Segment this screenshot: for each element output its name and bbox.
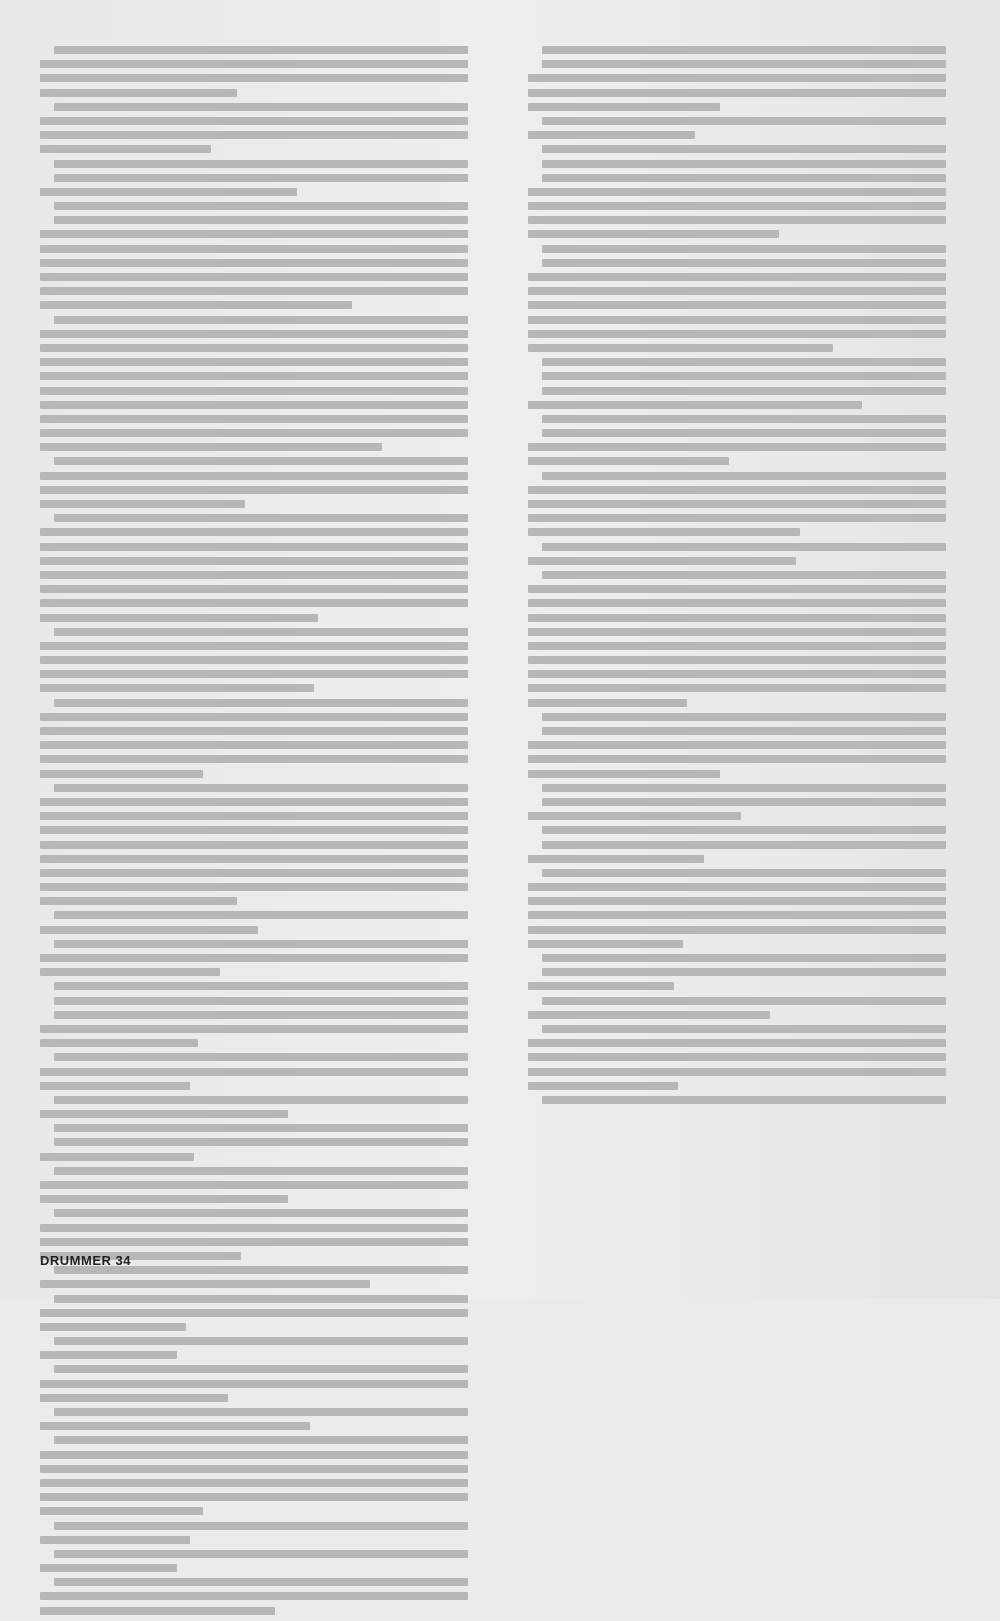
redacted-text-line xyxy=(528,656,946,664)
redacted-text-line xyxy=(40,968,220,976)
redacted-text-line xyxy=(54,982,468,990)
redacted-text-line xyxy=(40,145,211,153)
redacted-text-line xyxy=(40,372,468,380)
redacted-text-line xyxy=(528,74,946,82)
redacted-text-line xyxy=(40,117,468,125)
redacted-text-line xyxy=(542,826,946,834)
redacted-paragraph xyxy=(528,358,946,366)
redacted-text-line xyxy=(40,60,468,68)
redacted-paragraph xyxy=(528,46,946,54)
redacted-text-line xyxy=(528,940,683,948)
redacted-text-line xyxy=(40,1607,275,1615)
redacted-text-line xyxy=(40,344,468,352)
redacted-text-line xyxy=(40,1592,468,1600)
redacted-paragraph xyxy=(40,1365,468,1401)
redacted-paragraph xyxy=(40,174,468,196)
redacted-paragraph xyxy=(40,1550,468,1572)
redacted-text-line xyxy=(40,358,468,366)
redacted-text-line xyxy=(54,1167,468,1175)
redacted-text-line xyxy=(528,1053,946,1061)
redacted-text-line xyxy=(40,656,468,664)
redacted-text-line xyxy=(40,543,468,551)
redacted-text-line xyxy=(528,401,862,409)
redacted-text-line xyxy=(542,713,946,721)
redacted-text-line xyxy=(54,628,468,636)
redacted-paragraph xyxy=(40,982,468,990)
left-text-column xyxy=(40,46,468,1621)
redacted-paragraph xyxy=(528,174,946,239)
redacted-text-line xyxy=(54,514,468,522)
redacted-text-line xyxy=(40,897,237,905)
redacted-text-line xyxy=(40,571,468,579)
redacted-paragraph xyxy=(40,1578,468,1614)
redacted-text-line xyxy=(54,1337,468,1345)
redacted-text-line xyxy=(40,1394,228,1402)
redacted-text-line xyxy=(40,1507,203,1515)
redacted-paragraph xyxy=(40,1138,468,1160)
redacted-text-line xyxy=(542,245,946,253)
redacted-paragraph xyxy=(528,429,946,465)
redacted-paragraph xyxy=(40,911,468,933)
redacted-text-line xyxy=(542,174,946,182)
redacted-text-line xyxy=(528,585,946,593)
redacted-paragraph xyxy=(528,968,946,990)
redacted-text-line xyxy=(528,812,741,820)
redacted-paragraph xyxy=(528,543,946,565)
redacted-text-line xyxy=(40,131,468,139)
redacted-text-line xyxy=(40,1536,190,1544)
redacted-text-line xyxy=(542,968,946,976)
redacted-text-line xyxy=(528,287,946,295)
redacted-text-line xyxy=(40,188,297,196)
redacted-text-line xyxy=(528,1068,946,1076)
page-number: 34 xyxy=(115,1253,131,1268)
redacted-text-line xyxy=(40,1564,177,1572)
redacted-text-line xyxy=(528,855,704,863)
redacted-paragraph xyxy=(40,1337,468,1359)
redacted-text-line xyxy=(54,160,468,168)
redacted-text-line xyxy=(542,472,946,480)
redacted-text-line xyxy=(528,344,833,352)
redacted-paragraph xyxy=(40,216,468,309)
redacted-text-line xyxy=(40,798,468,806)
redacted-text-line xyxy=(528,741,946,749)
redacted-text-line xyxy=(40,1451,468,1459)
redacted-text-line xyxy=(54,1578,468,1586)
redacted-text-line xyxy=(54,997,468,1005)
redacted-paragraph xyxy=(528,372,946,380)
redacted-paragraph xyxy=(528,954,946,962)
redacted-text-line xyxy=(542,117,946,125)
redacted-paragraph xyxy=(40,46,468,97)
redacted-text-line xyxy=(40,585,468,593)
redacted-text-line xyxy=(54,911,468,919)
redacted-text-line xyxy=(40,1479,468,1487)
redacted-text-line xyxy=(40,1309,468,1317)
redacted-paragraph xyxy=(40,1266,468,1288)
redacted-text-line xyxy=(40,230,468,238)
redacted-text-line xyxy=(40,1493,468,1501)
redacted-text-line xyxy=(54,457,468,465)
redacted-text-line xyxy=(40,301,352,309)
redacted-paragraph xyxy=(528,1096,946,1104)
redacted-text-line xyxy=(40,1039,198,1047)
redacted-text-line xyxy=(528,1039,946,1047)
redacted-text-line xyxy=(40,1082,190,1090)
redacted-paragraph xyxy=(528,571,946,707)
redacted-paragraph xyxy=(40,784,468,906)
redacted-text-line xyxy=(528,514,946,522)
redacted-text-line xyxy=(528,628,946,636)
redacted-text-line xyxy=(542,60,946,68)
redacted-paragraph xyxy=(528,145,946,153)
redacted-paragraph xyxy=(40,699,468,778)
redacted-text-line xyxy=(54,46,468,54)
redacted-text-line xyxy=(40,89,237,97)
redacted-text-line xyxy=(528,230,779,238)
redacted-text-line xyxy=(528,926,946,934)
redacted-paragraph xyxy=(40,997,468,1005)
redacted-text-line xyxy=(54,174,468,182)
redacted-paragraph xyxy=(40,514,468,621)
redacted-text-line xyxy=(54,1436,468,1444)
redacted-text-line xyxy=(542,727,946,735)
redacted-text-line xyxy=(528,614,946,622)
redacted-text-line xyxy=(40,1195,288,1203)
redacted-text-line xyxy=(528,301,946,309)
redacted-text-line xyxy=(528,131,695,139)
redacted-text-line xyxy=(54,1522,468,1530)
redacted-text-line xyxy=(54,784,468,792)
redacted-text-line xyxy=(40,387,468,395)
redacted-text-line xyxy=(542,1096,946,1104)
redacted-text-line xyxy=(40,670,468,678)
redacted-text-line xyxy=(40,755,468,763)
redacted-text-line xyxy=(40,770,203,778)
redacted-paragraph xyxy=(528,387,946,409)
redacted-text-line xyxy=(542,798,946,806)
redacted-text-line xyxy=(542,160,946,168)
redacted-text-line xyxy=(54,1209,468,1217)
redacted-text-line xyxy=(40,74,468,82)
redacted-text-line xyxy=(40,500,245,508)
redacted-text-line xyxy=(542,954,946,962)
redacted-paragraph xyxy=(528,727,946,778)
redacted-text-line xyxy=(40,855,468,863)
redacted-text-line xyxy=(542,372,946,380)
redacted-text-line xyxy=(40,528,468,536)
redacted-text-line xyxy=(542,358,946,366)
redacted-text-line xyxy=(542,1025,946,1033)
redacted-paragraph xyxy=(528,60,946,111)
redacted-text-line xyxy=(542,869,946,877)
redacted-paragraph xyxy=(528,997,946,1019)
redacted-text-line xyxy=(40,1068,468,1076)
redacted-text-line xyxy=(542,387,946,395)
redacted-text-line xyxy=(528,443,946,451)
redacted-text-line xyxy=(40,273,468,281)
redacted-text-line xyxy=(542,997,946,1005)
redacted-text-line xyxy=(40,713,468,721)
redacted-paragraph xyxy=(40,1011,468,1047)
redacted-text-line xyxy=(54,103,468,111)
redacted-text-line xyxy=(54,1365,468,1373)
redacted-text-line xyxy=(40,401,468,409)
redacted-text-line xyxy=(528,684,946,692)
redacted-paragraph xyxy=(528,259,946,352)
redacted-text-line xyxy=(54,202,468,210)
redacted-paragraph xyxy=(40,628,468,693)
redacted-paragraph xyxy=(528,784,946,792)
redacted-text-line xyxy=(40,245,468,253)
redacted-text-line xyxy=(528,1082,678,1090)
redacted-text-line xyxy=(528,642,946,650)
redacted-text-line xyxy=(40,443,382,451)
redacted-paragraph xyxy=(40,1167,468,1203)
redacted-text-line xyxy=(528,1011,770,1019)
redacted-paragraph xyxy=(528,841,946,863)
redacted-text-line xyxy=(528,770,720,778)
redacted-text-line xyxy=(528,755,946,763)
redacted-text-line xyxy=(40,954,468,962)
redacted-paragraph xyxy=(40,160,468,168)
redacted-text-line xyxy=(528,202,946,210)
magazine-name: DRUMMER xyxy=(40,1253,112,1268)
redacted-text-line xyxy=(528,911,946,919)
redacted-text-line xyxy=(40,1110,288,1118)
redacted-text-line xyxy=(40,429,468,437)
redacted-text-line xyxy=(40,1153,194,1161)
redacted-paragraph xyxy=(40,1522,468,1544)
redacted-text-line xyxy=(528,486,946,494)
right-text-column xyxy=(528,46,946,1110)
redacted-text-line xyxy=(40,1323,186,1331)
redacted-paragraph xyxy=(40,940,468,976)
redacted-text-line xyxy=(40,330,468,338)
redacted-text-line xyxy=(542,841,946,849)
redacted-paragraph xyxy=(40,1124,468,1132)
redacted-text-line xyxy=(40,259,468,267)
redacted-text-line xyxy=(542,571,946,579)
redacted-text-line xyxy=(528,216,946,224)
redacted-paragraph xyxy=(528,245,946,253)
redacted-text-line xyxy=(542,415,946,423)
redacted-text-line xyxy=(40,1465,468,1473)
redacted-paragraph xyxy=(528,1025,946,1090)
redacted-text-line xyxy=(40,415,468,423)
redacted-text-line xyxy=(40,812,468,820)
redacted-paragraph xyxy=(528,713,946,721)
redacted-text-line xyxy=(528,883,946,891)
redacted-text-line xyxy=(40,926,258,934)
redacted-text-line xyxy=(40,599,468,607)
redacted-text-line xyxy=(40,741,468,749)
redacted-paragraph xyxy=(528,798,946,820)
redacted-text-line xyxy=(40,1351,177,1359)
redacted-text-line xyxy=(40,1280,370,1288)
redacted-text-line xyxy=(54,216,468,224)
redacted-paragraph xyxy=(528,826,946,834)
redacted-paragraph xyxy=(40,1408,468,1430)
redacted-text-line xyxy=(40,486,468,494)
redacted-paragraph xyxy=(40,1295,468,1331)
redacted-text-line xyxy=(54,1408,468,1416)
redacted-text-line xyxy=(40,614,318,622)
redacted-text-line xyxy=(54,316,468,324)
redacted-text-line xyxy=(54,1096,468,1104)
redacted-text-line xyxy=(40,472,468,480)
redacted-text-line xyxy=(542,429,946,437)
redacted-paragraph xyxy=(528,415,946,423)
redacted-text-line xyxy=(528,982,674,990)
redacted-text-line xyxy=(528,699,687,707)
redacted-text-line xyxy=(40,727,468,735)
redacted-text-line xyxy=(528,599,946,607)
redacted-text-line xyxy=(54,1053,468,1061)
redacted-text-line xyxy=(528,500,946,508)
redacted-paragraph xyxy=(528,869,946,948)
redacted-text-line xyxy=(40,1025,468,1033)
redacted-text-line xyxy=(54,1124,468,1132)
redacted-text-line xyxy=(54,699,468,707)
redacted-text-line xyxy=(40,869,468,877)
redacted-text-line xyxy=(528,557,796,565)
redacted-text-line xyxy=(542,145,946,153)
redacted-text-line xyxy=(40,1238,468,1246)
redacted-paragraph xyxy=(40,103,468,154)
redacted-text-line xyxy=(528,457,729,465)
redacted-paragraph xyxy=(40,202,468,210)
redacted-text-line xyxy=(40,287,468,295)
redacted-text-line xyxy=(528,670,946,678)
redacted-text-line xyxy=(528,897,946,905)
redacted-text-line xyxy=(542,784,946,792)
redacted-text-line xyxy=(528,330,946,338)
redacted-text-line xyxy=(528,89,946,97)
redacted-text-line xyxy=(40,1380,468,1388)
redacted-text-line xyxy=(528,103,720,111)
redacted-text-line xyxy=(40,826,468,834)
redacted-paragraph xyxy=(40,1053,468,1089)
redacted-text-line xyxy=(40,1224,468,1232)
redacted-paragraph xyxy=(40,1096,468,1118)
redacted-paragraph xyxy=(40,1436,468,1515)
redacted-text-line xyxy=(528,316,946,324)
redacted-paragraph xyxy=(528,160,946,168)
redacted-text-line xyxy=(528,188,946,196)
redacted-text-line xyxy=(40,1422,310,1430)
redacted-text-line xyxy=(40,557,468,565)
redacted-text-line xyxy=(40,1181,468,1189)
redacted-text-line xyxy=(54,940,468,948)
redacted-text-line xyxy=(528,273,946,281)
redacted-text-line xyxy=(54,1550,468,1558)
redacted-paragraph xyxy=(528,472,946,537)
redacted-text-line xyxy=(54,1011,468,1019)
redacted-paragraph xyxy=(528,117,946,139)
redacted-paragraph xyxy=(40,457,468,508)
redacted-text-line xyxy=(40,841,468,849)
redacted-text-line xyxy=(54,1138,468,1146)
redacted-text-line xyxy=(528,528,800,536)
redacted-text-line xyxy=(542,259,946,267)
redacted-text-line xyxy=(542,46,946,54)
redacted-paragraph xyxy=(40,316,468,452)
page-footer xyxy=(40,1253,131,1268)
redacted-text-line xyxy=(542,543,946,551)
redacted-text-line xyxy=(40,883,468,891)
redacted-text-line xyxy=(40,642,468,650)
redacted-text-line xyxy=(40,684,314,692)
